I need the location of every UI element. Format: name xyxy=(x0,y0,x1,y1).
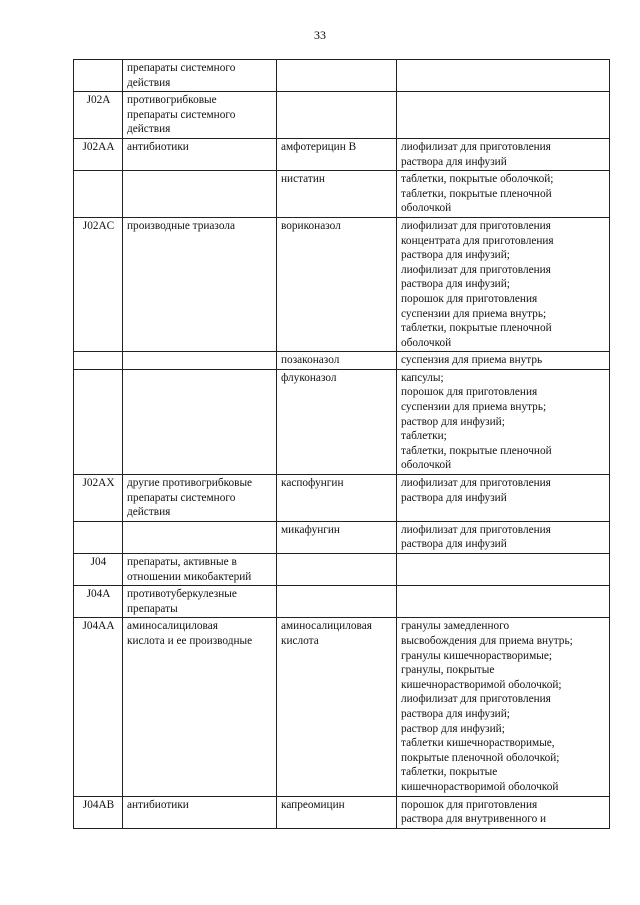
atc-code-cell: J02AA xyxy=(74,138,123,170)
table-row xyxy=(74,60,610,92)
anatomic-therapeutic-group-cell xyxy=(123,521,277,553)
dosage-form-cell: гранулы замедленного высвобождения для приема внутрь; гранулы кишечнорастворимые; гранулы, покрытые кишечнорастворимой оболочкой; лиофилизат для приготовления раствора для инфузий; раствор для инфузий; таблетки кишечнорастворимые, покрытые пленочной оболочкой; таблетки, покрытые кишечнорастворимой оболочкой xyxy=(397,618,610,796)
table-body xyxy=(74,60,610,829)
anatomic-therapeutic-group-cell xyxy=(123,171,277,218)
table-row xyxy=(74,521,610,553)
dosage-form-cell xyxy=(397,92,610,139)
table-row xyxy=(74,352,610,370)
dosage-form-cell xyxy=(397,554,610,586)
drug-table xyxy=(73,59,610,829)
atc-code-cell xyxy=(74,60,123,92)
dosage-form-cell xyxy=(397,60,610,92)
table-row xyxy=(74,554,610,586)
atc-code-cell: J02A xyxy=(74,92,123,139)
drug-name-cell: флуконазол xyxy=(277,369,397,474)
atc-code-cell: J04AA xyxy=(74,618,123,796)
table-row xyxy=(74,92,610,139)
drug-name-cell: капреомицин xyxy=(277,796,397,828)
drug-name-cell xyxy=(277,92,397,139)
atc-code-cell: J02AX xyxy=(74,475,123,522)
drug-name-cell: нистатин xyxy=(277,171,397,218)
drug-name-cell xyxy=(277,554,397,586)
anatomic-therapeutic-group-cell: аминосалициловая кислота и ее производные xyxy=(123,618,277,796)
dosage-form-cell: лиофилизат для приготовления концентрата для приготовления раствора для инфузий; лиофилизат для приготовления раствора для инфузий; порошок для приготовления суспензии для приема внутрь; таблетки, покрытые пленочной оболочкой xyxy=(397,217,610,351)
table-row xyxy=(74,618,610,796)
dosage-form-cell: таблетки, покрытые оболочкой; таблетки, покрытые пленочной оболочкой xyxy=(397,171,610,218)
atc-code-cell xyxy=(74,521,123,553)
anatomic-therapeutic-group-cell: антибиотики xyxy=(123,796,277,828)
dosage-form-cell: лиофилизат для приготовления раствора для инфузий xyxy=(397,138,610,170)
page-number: 33 xyxy=(314,28,326,42)
atc-code-cell xyxy=(74,171,123,218)
atc-code-cell xyxy=(74,369,123,474)
drug-name-cell xyxy=(277,586,397,618)
dosage-form-cell: лиофилизат для приготовления раствора для инфузий xyxy=(397,521,610,553)
drug-name-cell: вориконазол xyxy=(277,217,397,351)
drug-name-cell: микафунгин xyxy=(277,521,397,553)
anatomic-therapeutic-group-cell: антибиотики xyxy=(123,138,277,170)
atc-code-cell: J04A xyxy=(74,586,123,618)
table-row xyxy=(74,796,610,828)
table-row xyxy=(74,369,610,474)
table-row xyxy=(74,171,610,218)
atc-code-cell: J04AB xyxy=(74,796,123,828)
table-row xyxy=(74,138,610,170)
anatomic-therapeutic-group-cell: другие противогрибковые препараты системного действия xyxy=(123,475,277,522)
anatomic-therapeutic-group-cell: производные триазола xyxy=(123,217,277,351)
anatomic-therapeutic-group-cell: препараты системного действия xyxy=(123,60,277,92)
anatomic-therapeutic-group-cell: препараты, активные в отношении микобактерий xyxy=(123,554,277,586)
drug-name-cell: аминосалициловая кислота xyxy=(277,618,397,796)
table-row xyxy=(74,475,610,522)
drug-name-cell: амфотерицин В xyxy=(277,138,397,170)
drug-name-cell: каспофунгин xyxy=(277,475,397,522)
atc-code-cell: J04 xyxy=(74,554,123,586)
atc-code-cell: J02AC xyxy=(74,217,123,351)
anatomic-therapeutic-group-cell xyxy=(123,369,277,474)
dosage-form-cell: капсулы; порошок для приготовления суспензии для приема внутрь; раствор для инфузий; таблетки; таблетки, покрытые пленочной оболочкой xyxy=(397,369,610,474)
atc-code-cell xyxy=(74,352,123,370)
dosage-form-cell: порошок для приготовления раствора для внутривенного и xyxy=(397,796,610,828)
dosage-form-cell xyxy=(397,586,610,618)
table-row xyxy=(74,586,610,618)
drug-name-cell: позаконазол xyxy=(277,352,397,370)
anatomic-therapeutic-group-cell xyxy=(123,352,277,370)
table-row xyxy=(74,217,610,351)
drug-name-cell xyxy=(277,60,397,92)
dosage-form-cell: лиофилизат для приготовления раствора для инфузий xyxy=(397,475,610,522)
dosage-form-cell: суспензия для приема внутрь xyxy=(397,352,610,370)
anatomic-therapeutic-group-cell: противогрибковые препараты системного действия xyxy=(123,92,277,139)
anatomic-therapeutic-group-cell: противотуберкулезные препараты xyxy=(123,586,277,618)
